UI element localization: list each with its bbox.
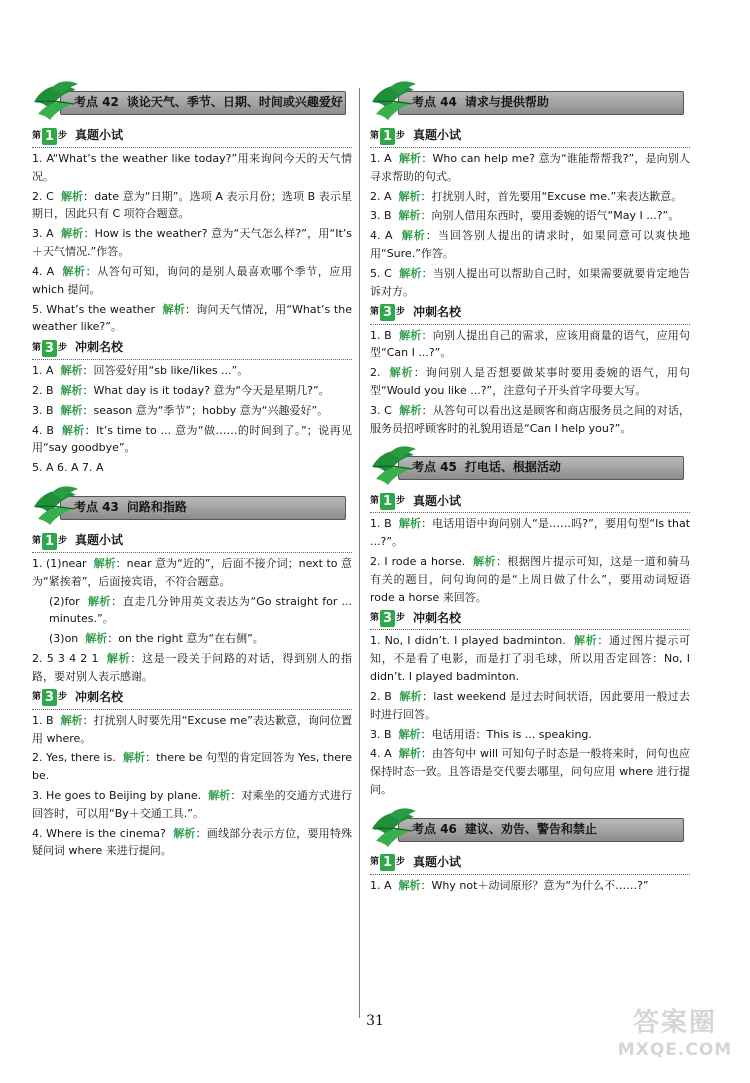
answer-item (32, 459, 352, 477)
answer-explanation: ：当别人提出可以帮助自己时，如果需要就要肯定地告诉对方。 (370, 266, 691, 298)
analysis-label: 解析 (473, 555, 496, 568)
analysis-label: 解析 (60, 189, 84, 203)
kaodian-title: 谈论天气、季节、日期、时间或兴趣爱好 (126, 95, 343, 109)
answer-explanation: ：电话用语：This is ... speaking. (420, 727, 592, 741)
step-prefix: 第 (370, 130, 380, 141)
answer-lead: 1. A (32, 152, 53, 165)
analysis-label: 解析 (399, 266, 422, 280)
analysis-label: 解析 (398, 189, 421, 203)
answer-item (32, 825, 352, 861)
analysis-label: 解析 (399, 328, 422, 342)
answer-lead: 2. (370, 366, 381, 380)
step-title: 真题小试 (75, 533, 124, 548)
step-title: 冲刺名校 (413, 304, 462, 319)
answer-lead: (2)for (49, 594, 80, 608)
k46-header-text (412, 819, 597, 839)
left-column (32, 80, 352, 868)
answer-explanation: ：对乘坐的交通方式进行回答时，可以用“By＋交通工具.”。 (32, 788, 353, 820)
step-prefix: 第 (32, 342, 42, 353)
answer-lead: 4. A (32, 264, 55, 278)
answer-explanation: ：从答句可以看出这是顾客和商店服务员之间的对话，服务员招呼顾客时的礼貌用语是“Can I help you?”。 (370, 403, 691, 435)
analysis-label: 解析 (399, 689, 422, 703)
k44-header (370, 80, 690, 120)
answer-explanation: ：It’s time to ... 意为“做……的时间到了。”；说再见用“say goodbye”。 (32, 423, 352, 455)
answer-explanation: ：Why not＋动词原形？意为“为什么不……?” (420, 878, 649, 892)
answer-lead: 2. Yes, there is. (32, 751, 116, 765)
k45-header (370, 445, 690, 485)
analysis-label: 解析 (398, 878, 421, 892)
watermark-text: 答案圈 (632, 1008, 717, 1038)
step-number-badge: 3 (380, 304, 395, 321)
answer-item (370, 877, 690, 895)
answer-explanation: ：询问天气情况，用“What’s the weather like?”。 (32, 302, 352, 334)
answer-explanation: ：由答句中 will 可知句子时态是一般将来时，问句也应保持时态一致。且答语是交代要去哪里，问句应用 where 进行提问。 (370, 747, 690, 796)
answer-item (370, 265, 690, 301)
answer-lead: 4. A (370, 229, 393, 243)
step-title: 冲刺名校 (75, 689, 124, 704)
answer-lead: 3. B (370, 209, 392, 223)
answer-explanation: ：根据图片提示可知，这是一道和骑马有关的题目，问句询问的是“上周日做了什么”，要用动词短语 rode a horse 来回答。 (370, 555, 691, 604)
answer-lead: 3. He goes to Beijing by plane. (32, 788, 202, 802)
answer-item (32, 382, 352, 400)
k42-header (32, 80, 352, 120)
answer-item (32, 225, 352, 261)
answer-item (370, 745, 690, 798)
answer-explanation: ：向别人提出自己的需求，应该用商量的语气，应用句型“Can I ...?”。 (370, 328, 690, 360)
answer-explanation: ：last weekend 是过去时间状语，因此要用一般过去时进行回答。 (370, 689, 691, 721)
analysis-label: 解析 (173, 826, 196, 840)
k46-header (370, 807, 690, 847)
step-suffix: 步 (396, 857, 406, 868)
answer-item (32, 402, 352, 420)
k44-header-text (412, 92, 549, 112)
analysis-label: 解析 (85, 632, 108, 646)
analysis-label: 解析 (574, 634, 598, 648)
answer-item (370, 515, 690, 551)
step-title: 真题小试 (75, 128, 124, 143)
answer-item (370, 726, 690, 744)
section-spacer (32, 862, 352, 868)
step-number-badge: 3 (380, 610, 395, 627)
analysis-label: 解析 (389, 366, 414, 380)
step-title: 真题小试 (413, 855, 462, 870)
answer-item (370, 402, 690, 438)
answer-lead: 2. C (32, 189, 54, 203)
step-title: 真题小试 (413, 128, 462, 143)
step-suffix: 步 (396, 130, 406, 141)
analysis-label: 解析 (87, 594, 112, 608)
answer-lead: 1. B (370, 517, 392, 531)
step-title: 真题小试 (413, 493, 462, 508)
k43-header-text (74, 497, 187, 517)
answer-explanation: ：这是一段关于问路的对话，得到别人的指路，要对别人表示感谢。 (32, 652, 353, 683)
analysis-label: 解析 (398, 209, 421, 223)
answer-lead: 2. 5 3 4 2 1 (32, 652, 99, 666)
step-number-badge: 3 (42, 340, 57, 357)
answer-item (32, 263, 352, 299)
analysis-label: 解析 (93, 557, 116, 570)
answer-item (370, 207, 690, 225)
answer-lead: 3. B (370, 727, 392, 741)
answer-item (32, 749, 352, 785)
k42-header-text (74, 92, 343, 112)
step-prefix: 第 (32, 692, 42, 703)
step-title: 冲刺名校 (413, 610, 462, 625)
answer-item (370, 632, 690, 685)
kaodian-title: 问路和指路 (126, 500, 187, 514)
step-number-badge: 1 (42, 128, 57, 145)
answer-item (370, 188, 690, 206)
analysis-label: 解析 (61, 227, 84, 241)
answer-item (370, 327, 690, 363)
step-suffix: 步 (396, 307, 406, 318)
answer-explanation: ：询问别人是否想要做某事时要用委婉的语气，用句型“Would you like ...?”，注意句子开头首字母要大写。 (370, 366, 691, 397)
answer-explanation: ：What day is it today? 意为“今天是星期几?”。 (82, 383, 330, 397)
analysis-label: 解析 (60, 383, 83, 397)
step-prefix: 第 (370, 496, 380, 507)
step-suffix: 步 (58, 692, 68, 703)
step-number-badge: 3 (42, 689, 57, 706)
answer-explanation: ：season 意为“季节”；hobby 意为“兴趣爱好”。 (82, 403, 329, 417)
answer-item (32, 555, 352, 591)
answer-lead: 4. A (370, 747, 392, 761)
answer-lead: (3)on (49, 632, 79, 646)
step-suffix: 步 (58, 342, 68, 353)
step-title: 冲刺名校 (75, 340, 124, 355)
watermark-logo (610, 1007, 740, 1069)
answer-explanation: ：回答爱好用“sb like/likes ...”。 (82, 364, 249, 378)
step-prefix: 第 (370, 857, 380, 868)
step-prefix: 第 (370, 307, 380, 318)
section-spacer (370, 897, 690, 903)
answer-lead: 5. A 6. A 7. A (32, 461, 104, 475)
answer-item (32, 422, 352, 458)
analysis-label: 解析 (60, 364, 83, 378)
column-divider (359, 88, 360, 1018)
analysis-label: 解析 (399, 403, 422, 417)
answer-lead: 1. (1)near (32, 557, 87, 570)
step-prefix: 第 (32, 130, 42, 141)
answer-item (32, 787, 352, 823)
k45-s3-step-heading (370, 608, 690, 628)
analysis-label: 解析 (61, 423, 85, 437)
answer-explanation: ：How is the weather? 意为“天气怎么样?”，用“It’s ＋天气情况.”作答。 (32, 227, 352, 259)
k43-s1-step-heading (32, 531, 352, 551)
kaodian-number: 考点 42 (74, 95, 119, 109)
answer-explanation: ：打扰别人时要先用“Excuse me”表达歉意，询问位置用 where。 (32, 713, 353, 745)
answer-explanation: ：画线部分表示方位，要用特殊疑问词 where 来进行提问。 (32, 826, 353, 858)
answer-explanation: ：向别人借用东西时，要用委婉的语气“May I ...?”。 (420, 209, 680, 223)
answer-explanation: “What’s the weather like today?”用来询问今天的天气情况。 (32, 152, 352, 183)
step-prefix: 第 (32, 535, 42, 546)
answer-explanation: ：date 意为“日期”。选项 A 表示月份；选项 B 表示星期日，因此只有 C 项符合题意。 (32, 189, 352, 221)
answer-lead: 4. Where is the cinema? (32, 826, 166, 840)
answer-item (32, 650, 352, 686)
answer-lead: 3. A (32, 227, 54, 241)
analysis-label: 解析 (398, 517, 422, 531)
analysis-label: 解析 (398, 727, 421, 741)
kaodian-number: 考点 45 (412, 460, 457, 475)
step-number-badge: 1 (380, 854, 395, 871)
kaodian-number: 考点 44 (412, 95, 457, 109)
step-suffix: 步 (396, 613, 406, 624)
analysis-label: 解析 (162, 302, 186, 316)
answer-lead: 1. A (370, 878, 392, 892)
answer-lead: 2. A (370, 189, 392, 203)
answer-explanation: ：直走几分钟用英文表达为“Go straight for ... minutes.”。 (49, 594, 353, 626)
answer-item (370, 553, 690, 606)
answer-item (32, 188, 352, 224)
answer-item (370, 150, 690, 186)
k42-s3-step-heading (32, 338, 352, 358)
answer-explanation: ：当回答别人提出的请求时，如果同意可以爽快地用“Sure.”作答。 (370, 229, 690, 261)
answer-item (32, 712, 352, 748)
answer-explanation: ：on the right 意为“在右侧”。 (107, 632, 264, 646)
k45-s1-step-heading (370, 491, 690, 511)
analysis-label: 解析 (62, 264, 86, 278)
kaodian-title: 建议、劝告、警告和禁止 (464, 821, 597, 836)
answer-lead: 1. B (370, 328, 392, 342)
analysis-label: 解析 (60, 403, 83, 417)
answer-explanation: ：通过图片提示可知，不是看了电影，而是打了羽毛球，所以用否定回答：No, I didn’t. I played badminton. (370, 634, 691, 684)
analysis-label: 解析 (122, 751, 146, 765)
right-column (370, 80, 690, 903)
k44-s3-step-heading (370, 303, 690, 323)
answer-lead: 4. B (32, 423, 54, 437)
answer-item (370, 364, 690, 400)
answer-lead: 3. C (370, 403, 392, 417)
answer-explanation: ：从答句可知，询问的是别人最喜欢哪个季节，应用 which 提问。 (32, 264, 353, 296)
answer-item (32, 150, 352, 186)
analysis-label: 解析 (399, 152, 422, 165)
k44-s1-step-heading (370, 126, 690, 146)
answer-lead: 1. B (32, 713, 54, 727)
answer-lead: 2. B (370, 689, 392, 703)
answer-item (32, 301, 352, 337)
watermark-domain: MXQE.COM (617, 1040, 733, 1060)
analysis-label: 解析 (60, 713, 83, 727)
step-prefix: 第 (370, 613, 380, 624)
answer-item (370, 688, 690, 724)
step-suffix: 步 (58, 130, 68, 141)
answer-lead: 5. C (370, 266, 392, 280)
answer-lead: 1. No, I didn’t. I played badminton. (370, 634, 566, 648)
analysis-label: 解析 (106, 652, 131, 666)
kaodian-title: 打电话、根据活动 (464, 460, 561, 475)
answer-explanation: ：电话用语中询问别人“是……吗?”，要用句型“Is that ...?”。 (370, 517, 691, 549)
answer-explanation: ：there be 句型的肯定回答为 Yes, there be. (32, 751, 353, 783)
analysis-label: 解析 (398, 747, 421, 761)
k43-header (32, 485, 352, 525)
answer-lead: 2. B (32, 383, 54, 397)
answer-item (32, 362, 352, 380)
k46-s1-step-heading (370, 853, 690, 873)
step-number-badge: 1 (380, 128, 395, 145)
answer-lead: 3. B (32, 403, 54, 417)
kaodian-number: 考点 46 (412, 821, 457, 836)
answer-lead: 2. I rode a horse. (370, 555, 466, 568)
step-number-badge: 1 (42, 533, 57, 550)
k43-s3-step-heading (32, 688, 352, 708)
answer-explanation: ：Who can help me? 意为“谁能帮帮我?”，是向别人寻求帮助的句式。 (370, 152, 690, 183)
answer-explanation: ：打扰别人时，首先要用“Excuse me.”来表达歉意。 (420, 189, 683, 203)
answer-lead: 1. A (32, 364, 54, 378)
kaodian-title: 请求与提供帮助 (464, 95, 549, 109)
answer-item (49, 630, 352, 648)
k42-s1-step-heading (32, 126, 352, 146)
step-number-badge: 1 (380, 493, 395, 510)
answer-explanation: ：near 意为“近的”，后面不接介词；next to 意为“紧挨着”，后面接宾语，不符合题意。 (32, 557, 353, 588)
page-number: 31 (366, 1013, 384, 1029)
step-suffix: 步 (396, 496, 406, 507)
analysis-label: 解析 (401, 229, 426, 243)
answer-lead: 1. A (370, 152, 392, 165)
analysis-label: 解析 (208, 788, 231, 802)
answer-item (49, 593, 352, 629)
step-suffix: 步 (58, 535, 68, 546)
k45-header-text (412, 457, 561, 477)
answer-lead: 5. What’s the weather (32, 302, 156, 316)
answer-item (370, 227, 690, 263)
kaodian-number: 考点 43 (74, 500, 119, 514)
